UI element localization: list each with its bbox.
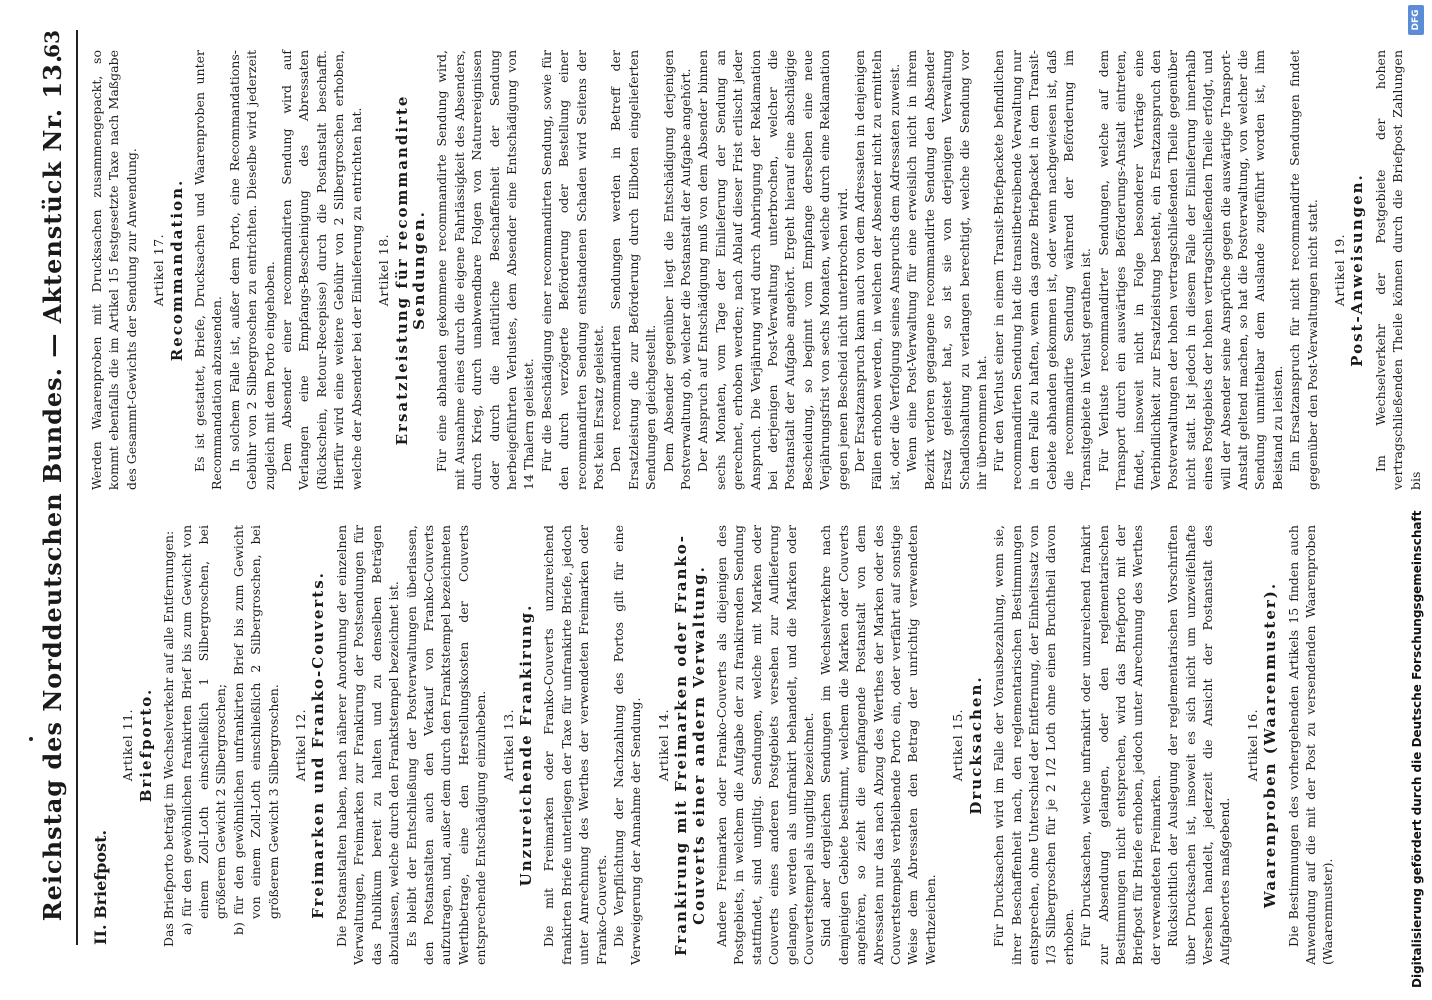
article-number: Artikel 19. bbox=[1332, 233, 1348, 307]
article-heading: Frankirung mit Freimarken oder Franko-Couverts einer andern Verwaltung. bbox=[672, 534, 708, 956]
section-heading: II. Briefpost. bbox=[91, 829, 110, 945]
right-column bbox=[88, 50, 1424, 490]
page-number: 63 bbox=[40, 30, 64, 58]
paragraph: Für Verluste recommandirter Sendungen, welche auf dem Transport durch ein auswärtiges Beförderungs-Anstalt eintreten, findet, insoweit nicht in Folge besonderer Verträge eine Verbindlichkeit zur Ersatzleistung besteht, ein Ersatzanspruch den Postverwaltungen der hohen vertragschließenden Theile gegenüber nicht statt. Ist jedoch in diesem Falle der Einlieferung innerhalb eines Postgebiets der hohen vertragschließenden Theile erfolgt, und will der Absender seine Ansprüche gegen die auswärtige Transport-Anstalt geltend machen, so hat die Postverwaltung, von welcher die Sendung unmittelbar dem Auslande zugeführt worden ist, ihm Beistand zu leisten. bbox=[1095, 50, 1285, 490]
paragraph: Sind aber dergleichen Sendungen im Wechselverkehre nach demjenigen Gebiete bestimmt, welchem die Marken oder Couverts angehören, so zieht die empfangende Postanstalt von dem Abressaten nur das nach Abzug des Werthes der Marken oder des Couvertstempels verbleibende Porto ein, oder verfährt auf sonstige Weise dem Abressaten den Betrag der unrichtig verwendeten Werthzeichen. bbox=[818, 525, 938, 965]
paragraph: Für die Beschädigung einer recommandirten Sendung, sowie für den durch verzögerte Beförderung oder Bestellung einer recommandirten Sendung entstandenen Schaden wird Seitens der Post kein Ersatz geleistet. bbox=[538, 50, 606, 490]
paragraph: Die Postanstalten haben, nach näherer Anordnung der einzelnen Verwaltungen, Freimarken zur Frankirung der Postsendungen für das Publikum bereit zu halten und zu denselben Beträgen abzulassen, welche durch den Franktstempel bezeichnet ist. bbox=[333, 525, 402, 965]
paragraph: Für Drucksachen wird im Falle der Vorausbezahlung, wenn sie, ihrer Beschaffenheit nach, den reglementarischen Bestimmungen entsprechen, ohne Unterschied der Entfernung, der Einheitssatz von 1/3 Silbergroschen für je 2 1/2 Loth ohne einen Bruchtheil davon erhoben. bbox=[991, 525, 1076, 965]
paragraph: Es bleibt der Entschließung der Postverwaltungen überlassen, den Postanstalten auch den Verkauf von Franko-Couverts aufzutragen, und, außer dem durch den Franktstempel bezeichneten Werthbetrage, eine den Herstellungskosten der Couverts entsprechende Entschädigung einzuheben. bbox=[403, 525, 489, 965]
paragraph: Für Drucksachen, welche unfrankirt oder unzureichend frankirt zur Absendung gelangen, oder den reglementarischen Bestimmungen nicht entsprechen, wird das Briefporto mit der Briefpost für Briefe erhoben, jedoch unter Anrechnung des Werthes der verwendeten Freimarken. bbox=[1078, 525, 1163, 965]
left-column bbox=[88, 525, 1337, 965]
article-heading: Ersatzleistung für recommandirte Sendungen. bbox=[392, 94, 428, 446]
paragraph: Der Ersatzanspruch kann auch von dem Adressaten in denjenigen Fällen erhoben werden, in welchen der Absender nicht zu ermitteln ist, oder die Verfolgung seines Anspruchs dem Adressaten zuweist. bbox=[852, 50, 902, 490]
article-heading: Waarenproben (Waarenmuster). bbox=[1261, 581, 1280, 909]
paragraph: Der Anspruch auf Entschädigung muß von dem Absender binnen sechs Monaten, vom Tage der Einlieferung der Sendung an gerechnet, erhoben werden; nach Ablauf dieser Frist erlischt jeder Anspruch. Die Verjährung wird durch Anbringung der Reklamation bei derjenigen Post-Verwaltung unterbrochen, welcher die Postanstalt der Aufgabe angehört. Ergeht hierauf eine abschlägige Bescheidung, so beginnt vom Empfange derselben eine neue Verjährungsfrist von sechs Monaten, welche durch eine Reklamation gegen jenen Bescheid nicht unterbrochen wird. bbox=[695, 50, 850, 490]
dfg-logo: DFG bbox=[1408, 5, 1424, 35]
article-heading: Post-Anweisungen. bbox=[1348, 173, 1367, 367]
funding-note: Digitalisierung gefördert durch die Deutsche Forschungsgemeinschaft bbox=[1410, 510, 1424, 988]
article-number: Artikel 12. bbox=[293, 708, 309, 782]
paragraph: Dem Absender gegenüber liegt die Entschädigung derjenigen Postverwaltung ob, welcher die Postanstalt der Aufgabe angehört. bbox=[660, 50, 693, 490]
paragraph: Für den Verlust einer in einem Transit-Briefpackete befindlichen recommandirten Sendung hat die transitbetreibende Verwaltung nur in dem Falle zu haften, wenn das ganze Briefpacket in dem Transit-Gebiete abhanden gekommen ist, oder wenn nachgewiesen ist, daß die recommandirte Sendung während der Beförderung im Transitgebiete in Verlust gerathen ist. bbox=[991, 50, 1094, 490]
header-rule bbox=[76, 30, 78, 945]
paragraph: Die Verpflichtung der Nachzahlung des Portos gilt für eine Verweigerung der Annahme der Sendung. bbox=[610, 525, 644, 965]
article-heading: Freimarken und Franko-Couverts. bbox=[309, 571, 328, 919]
article-number: Artikel 13. bbox=[500, 708, 516, 782]
header-title: Reichstag des Norddeutschen Bundes. — Aktenstück Nr. 13. bbox=[38, 53, 67, 922]
paragraph: Im Wechselverkehr der Postgebiete der hohen vertragschließenden Theile können durch die Briefpost Zahlungen bis bbox=[1372, 50, 1423, 490]
article-heading: Briefporto. bbox=[136, 687, 155, 803]
paragraph: Wenn eine Post-Verwaltung für eine erweislich nicht in ihrem Bezirk verloren gegangene recommandirte Sendung den Absender Ersatz geleistet hat, so ist sie von derjenigen Verwaltung Schadloshaltung zu verlangen berechtigt, welche die Sendung vor ihr übernommen hat. bbox=[904, 50, 989, 490]
paragraph: Andere Freimarken oder Franko-Couverts als diejenigen des Postgebiets, in welchem die Aufgabe der zu frankirenden Sendung stattfindet, sind ungiltig. Sendungen, welche mit Marken oder Couverts eines anderen Postgebiets versehen zur Auflieferung gelangen, werden als unfrankirt behandelt, und die Marken oder Couvertstempel als ungiltig bezeichnet. bbox=[714, 525, 817, 965]
list-item: b) für den gewöhnlichen unfrankirten Brief bis zum Gewicht von einem Zoll-Loth einschließlich 2 Silbergroschen, bei größerem Gewicht 3 Silbergroschen. bbox=[230, 525, 281, 935]
paragraph: Den recommandirten Sendungen werden in Betreff der Ersatzleistung die zur Beförderung durch Eilboten eingelieferten Sendungen gleichgestellt. bbox=[608, 50, 659, 490]
paragraph: Dem Absender einer recommandirten Sendung wird auf Verlangen eine Empfangs-Bescheinigung des Abressaten (Rückschein, Retour-Recepisse) durch die Postanstalt beschafft. Hierfür wird eine weitere Gebühr von 2 Silbergroschen erhoben, welche der Absender bei der Einlieferung zu entrichten hat. bbox=[279, 50, 364, 490]
paragraph: Das Briefporto beträgt im Wechselverkehr auf alle Entfernungen: bbox=[161, 530, 177, 947]
paragraph: Für eine abhanden gekommene recommandirte Sendung wird, mit Ausnahme eines durch die eigene Fahrlässigkeit des Absenders, durch Krieg, durch unabwendbare Folgen von Naturereignissen oder durch die natürliche Beschaffenheit der Sendung herbeigeführten Verlustes, dem Absender eine Entschädigung von 14 Thalern geleistet. bbox=[434, 50, 537, 490]
article-heading: Recommandation. bbox=[167, 178, 186, 362]
article-number: Artikel 16. bbox=[1244, 708, 1260, 782]
paragraph: Rücksichtlich der Auslegung der reglementarischen Vorschriften über Drucksachen ist, insoweit es sich nicht um unzweifelhafte Versehen handelt, jederzeit die Ansicht der Postanstalt des Aufgabeortes maßgebend. bbox=[1165, 525, 1233, 965]
article-number: Artikel 15. bbox=[950, 708, 966, 782]
article-number: Artikel 11. bbox=[120, 708, 136, 782]
article-number: Artikel 18. bbox=[376, 233, 392, 307]
item-list bbox=[178, 525, 282, 935]
list-item: a) für den gewöhnlichen frankirten Brief bis zum Gewicht von einem Zoll-Loth einschließlich 1 Silbergroschen, bei größerem Gewicht 2 Silbergroschen; bbox=[178, 525, 229, 935]
article-number: Artikel 14. bbox=[655, 708, 671, 782]
paragraph: Ein Ersatzanspruch für nicht recommandirte Sendungen findet gegenüber den Post-Verwaltungen nicht statt. bbox=[1287, 50, 1320, 490]
paragraph: Es ist gestattet, Briefe, Drucksachen und Waarenproben unter Recommandation abzusenden. bbox=[192, 50, 225, 490]
digitization-stamp bbox=[1408, 0, 1428, 1000]
article-number: Artikel 17. bbox=[151, 233, 167, 307]
paragraph: Die mit Freimarken oder Franko-Couverts unzureichend frankirten Briefe unterliegen der Taxe für unfrankirte Briefe, jedoch unter Anrechnung des Werthes der verwendeten Freimarken oder Franko-Couverts. bbox=[541, 525, 609, 965]
paragraph: In solchem Falle ist, außer dem Porto, eine Recommandations-Gebühr von 2 Silbergroschen zu entrichten. Dieselbe wird jederzeit zugleich mit dem Porto eingehoben. bbox=[226, 50, 277, 490]
article-heading: Drucksachen. bbox=[966, 675, 985, 815]
paragraph: Die Bestimmungen des vorhergehenden Artikels 15 finden auch Anwendung auf die mit der Post zu versendenden Waarenproben (Waarenmuster). bbox=[1285, 525, 1336, 965]
paragraph: Werden Waarenproben mit Drucksachen zusammengepackt, so kommt ebenfalls die im Artikel 15 festgesetzte Taxe nach Maßgabe des Gesammt-Gewichts der Sendung zur Anwendung. bbox=[89, 50, 139, 490]
article-heading: Unzureichende Frankirung. bbox=[516, 603, 535, 887]
running-header bbox=[38, 30, 78, 945]
